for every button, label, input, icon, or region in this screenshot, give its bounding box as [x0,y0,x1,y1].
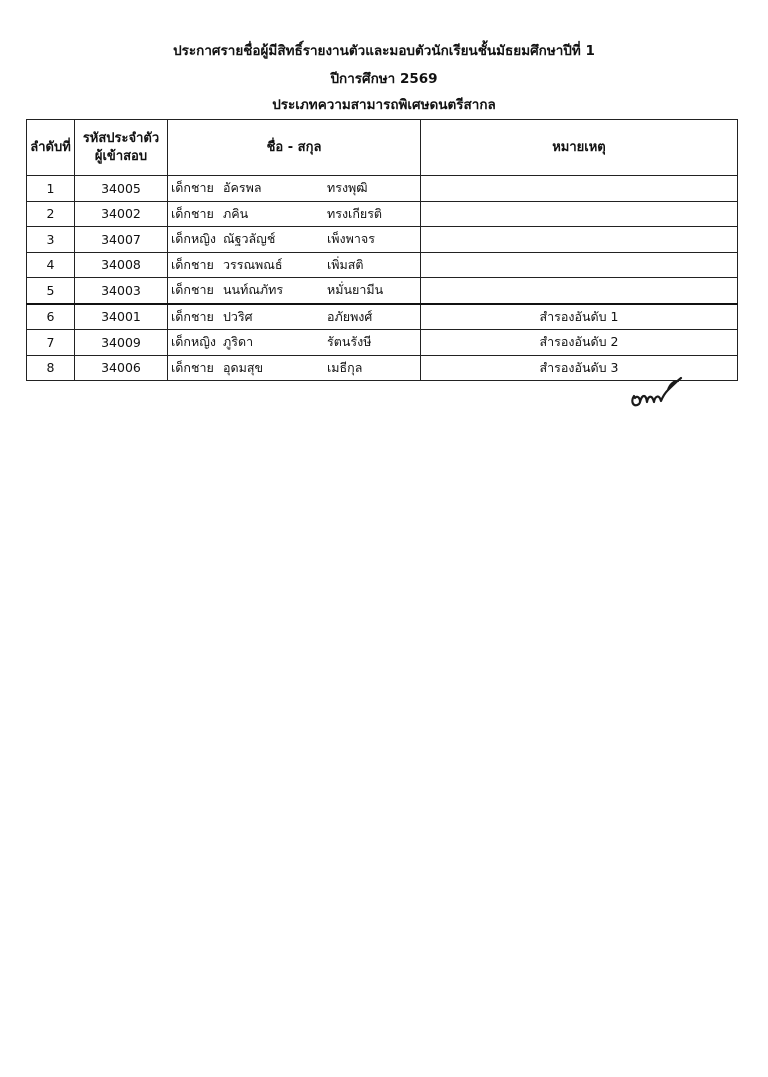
row-name [168,176,421,202]
row-last-name: หมั่นยามีน [327,282,384,298]
row-code: 34006 [75,355,168,381]
row-prefix: เด็กชาย [171,282,214,298]
row-last-name: เพิ่มสติ [327,256,364,272]
row-name [168,304,421,330]
header-code-line1: รหัสประจำตัว [82,130,160,146]
announcement-title: ประกาศรายชื่อผู้มีสิทธิ์รายงานตัวและมอบตัวนักเรียนชั้นมัธยมศึกษาปีที่ 1 [173,43,595,59]
row-name [168,252,421,278]
row-code: 34007 [75,227,168,253]
row-first-name: ภคิน [223,205,249,221]
row-last-name: เพ็งพาจร [327,231,375,247]
row-name [168,227,421,253]
category-title: ประเภทความสามารถพิเศษดนตรีสากล [272,97,496,113]
table-row [27,304,738,330]
roster-table [26,119,738,381]
row-first-name: ปวริศ [223,308,253,324]
row-no: 6 [27,304,75,330]
row-first-name: วรรณพณธ์ [223,256,283,272]
table-row [27,227,738,253]
row-no: 3 [27,227,75,253]
row-note [421,252,738,278]
row-code: 34008 [75,252,168,278]
row-first-name: อัครพล [223,180,262,196]
row-no: 5 [27,278,75,304]
row-prefix: เด็กหญิง [171,231,216,247]
row-code: 34009 [75,330,168,356]
row-note: สำรองอันดับ 3 [421,355,738,381]
table-row [27,201,738,227]
row-last-name: ทรงเกียรติ [327,205,383,221]
row-first-name: นนท์ณภัทร [223,282,284,298]
row-prefix: เด็กหญิง [171,334,216,350]
row-code: 34001 [75,304,168,330]
row-prefix: เด็กชาย [171,359,214,375]
row-prefix: เด็กชาย [171,205,214,221]
header-name: ชื่อ - สกุล [168,120,421,176]
header-note: หมายเหตุ [421,120,738,176]
row-note: สำรองอันดับ 2 [421,330,738,356]
row-no: 2 [27,201,75,227]
row-no: 8 [27,355,75,381]
row-first-name: อุดมสุข [223,359,264,375]
academic-year: ปีการศึกษา 2569 [330,71,438,87]
row-prefix: เด็กชาย [171,308,214,324]
row-no: 7 [27,330,75,356]
row-note [421,176,738,202]
row-code: 34002 [75,201,168,227]
table-row [27,330,738,356]
row-no: 1 [27,176,75,202]
row-note [421,278,738,304]
row-first-name: ภูริดา [223,334,254,350]
row-note: สำรองอันดับ 1 [421,304,738,330]
header-no: ลำดับที่ [27,120,75,176]
row-name [168,355,421,381]
row-code: 34005 [75,176,168,202]
row-last-name: ทรงพุฒิ [327,180,368,196]
row-last-name: เมธีกุล [327,359,363,375]
row-name [168,201,421,227]
row-code: 34003 [75,278,168,304]
table-row [27,176,738,202]
row-name [168,278,421,304]
row-no: 4 [27,252,75,278]
table-row [27,278,738,304]
row-last-name: อภัยพงศ์ [327,308,373,324]
header-code-line2: ผู้เข้าสอบ [94,148,148,164]
row-last-name: รัตนรังษี [327,334,372,350]
header-code [75,120,168,176]
row-note [421,201,738,227]
row-note [421,227,738,253]
row-name [168,330,421,356]
row-first-name: ณัฐวลัญช์ [223,231,276,247]
row-prefix: เด็กชาย [171,256,214,272]
table-row [27,252,738,278]
table-header-row [27,120,738,176]
signature-icon [628,372,684,412]
row-prefix: เด็กชาย [171,180,214,196]
